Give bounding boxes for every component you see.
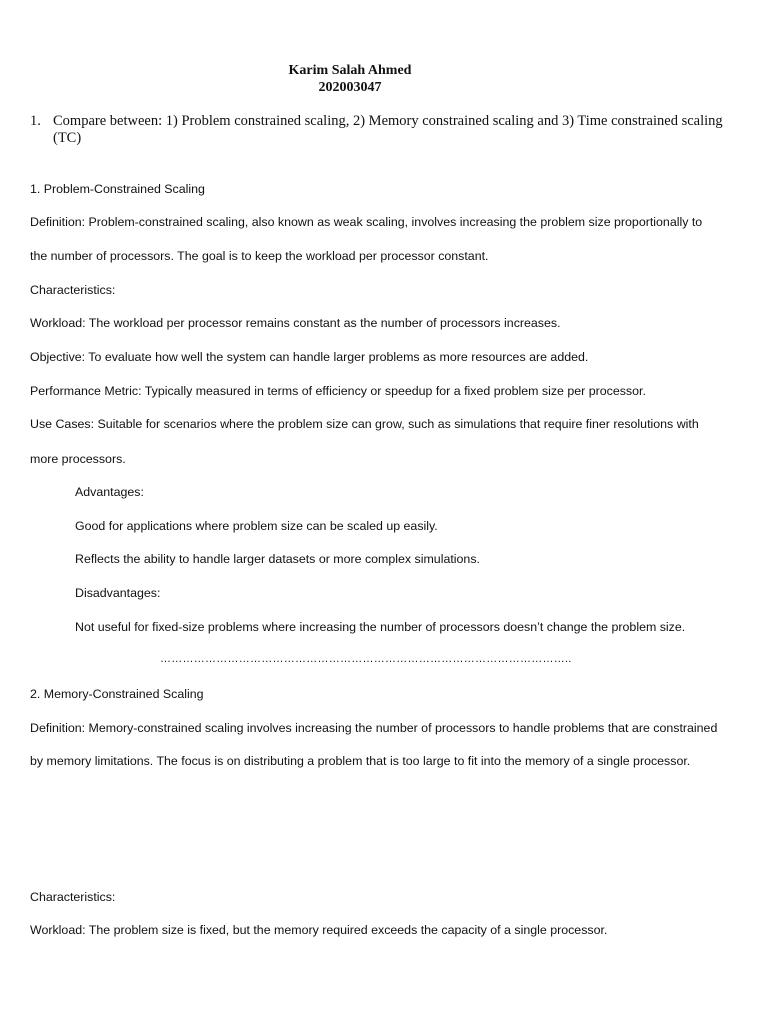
student-id: 202003047 — [318, 80, 382, 95]
question-number: 1. — [30, 113, 41, 129]
section1-heading: 1. Problem-Constrained Scaling — [30, 182, 205, 196]
section1-objective: Objective: To evaluate how well the system can handle larger problems as more resources are added. — [30, 350, 589, 364]
section1-use-cases-line2: more processors. — [30, 452, 126, 466]
advantage-item-2: Reflects the ability to handle larger datasets or more complex simulations. — [75, 552, 480, 566]
section1-definition-line1: Definition: Problem-constrained scaling, also known as weak scaling, involves increasing the problem size proportionally to — [30, 215, 703, 229]
section1-performance-metric: Performance Metric: Typically measured in terms of efficiency or speedup for a fixed problem size per processor. — [30, 384, 646, 398]
disadvantage-item-1: Not useful for fixed-size problems where increasing the number of processors doesn’t change the problem size. — [75, 620, 686, 634]
advantage-item-1: Good for applications where problem size can be scaled up easily. — [75, 519, 438, 533]
section2-definition-line2: by memory limitations. The focus is on distributing a problem that is too large to fit into the memory of a single processor. — [30, 754, 691, 768]
section2-definition-line1: Definition: Memory-constrained scaling involves increasing the number of processors to handle problems that are constrained — [30, 721, 718, 735]
question-text: Compare between: 1) Problem constrained scaling, 2) Memory constrained scaling and 3) Time constrained scaling (TC) — [53, 113, 723, 146]
section1-characteristics-label: Characteristics: — [30, 283, 116, 297]
section2-characteristics-label: Characteristics: — [30, 890, 116, 904]
disadvantages-label: Disadvantages: — [75, 586, 161, 600]
section1-use-cases-line1: Use Cases: Suitable for scenarios where the problem size can grow, such as simulations that require finer resolutions with — [30, 417, 699, 431]
section1-definition-line2: the number of processors. The goal is to keep the workload per processor constant. — [30, 249, 489, 263]
section1-workload: Workload: The workload per processor remains constant as the number of processors increases. — [30, 316, 561, 330]
section-separator: ……………………………………………………………………………………………….. — [160, 653, 572, 665]
advantages-label: Advantages: — [75, 485, 144, 499]
section2-workload: Workload: The problem size is fixed, but the memory required exceeds the capacity of a single processor. — [30, 923, 608, 937]
author-name: Karim Salah Ahmed — [288, 63, 412, 78]
section2-heading: 2. Memory-Constrained Scaling — [30, 687, 204, 701]
